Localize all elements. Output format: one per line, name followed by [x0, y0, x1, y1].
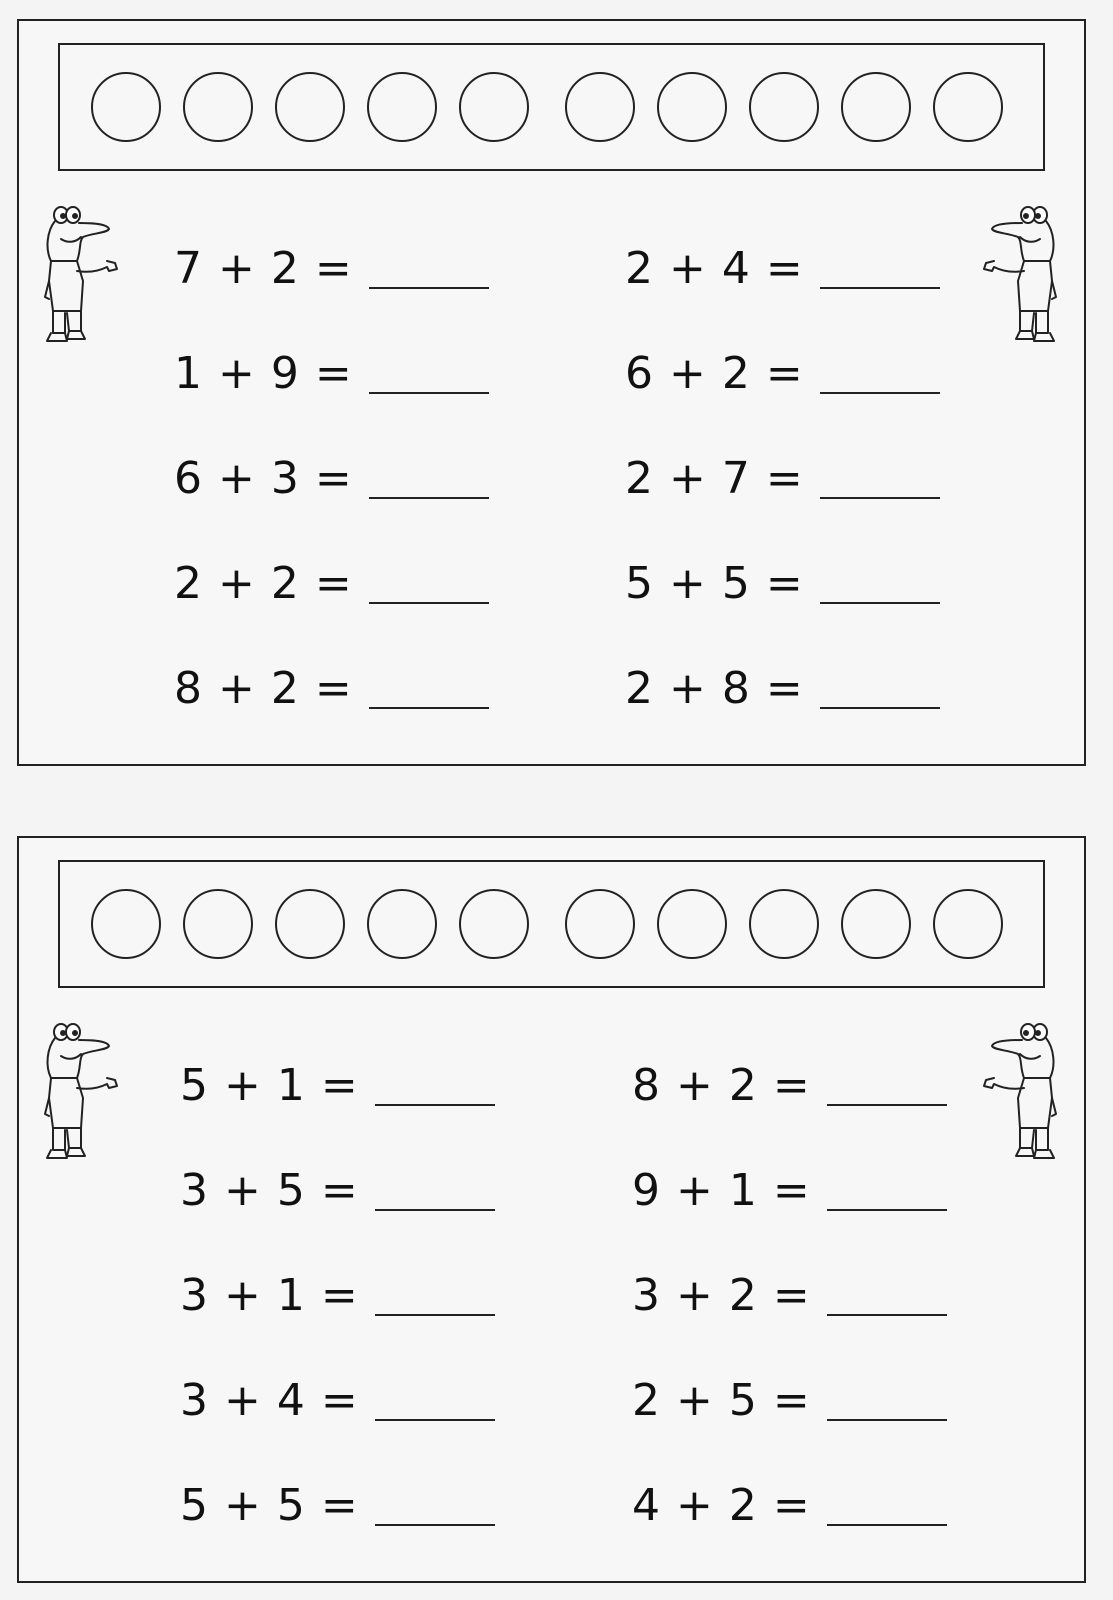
- counter-circle-icon: [657, 72, 727, 142]
- counter-circle-icon: [459, 72, 529, 142]
- addition-problem: [180, 1468, 495, 1531]
- problem-expression: 8 + 2 =: [632, 1060, 811, 1111]
- answer-blank[interactable]: [375, 1419, 495, 1421]
- answer-blank[interactable]: [827, 1314, 947, 1316]
- answer-blank[interactable]: [820, 707, 940, 709]
- mascot-left-icon: [37, 1018, 127, 1168]
- counter-circle-icon: [657, 889, 727, 959]
- counter-circle-icon: [91, 889, 161, 959]
- answer-blank[interactable]: [369, 707, 489, 709]
- addition-problem: [180, 1258, 495, 1321]
- counter-circle-icon: [933, 72, 1003, 142]
- addition-problem: [632, 1258, 947, 1321]
- addition-problem: [174, 546, 489, 609]
- answer-blank[interactable]: [369, 602, 489, 604]
- addition-problem: [625, 651, 940, 714]
- addition-problem: [625, 231, 940, 294]
- addition-problem: [625, 441, 940, 504]
- worksheet-card-1: [17, 19, 1086, 766]
- counting-frame: [58, 860, 1045, 988]
- answer-blank[interactable]: [827, 1419, 947, 1421]
- problem-expression: 4 + 2 =: [632, 1480, 811, 1531]
- problem-expression: 5 + 5 =: [180, 1480, 359, 1531]
- addition-problem: [180, 1048, 495, 1111]
- addition-problem: [180, 1363, 495, 1426]
- problem-expression: 3 + 4 =: [180, 1375, 359, 1426]
- problem-expression: 3 + 5 =: [180, 1165, 359, 1216]
- problem-expression: 7 + 2 =: [174, 243, 353, 294]
- answer-blank[interactable]: [827, 1209, 947, 1211]
- answer-blank[interactable]: [820, 392, 940, 394]
- counter-circle-icon: [565, 889, 635, 959]
- mascot-right-icon: [974, 1018, 1064, 1168]
- answer-blank[interactable]: [375, 1524, 495, 1526]
- addition-problem: [632, 1153, 947, 1216]
- worksheet-card-2: [17, 836, 1086, 1583]
- problem-expression: 9 + 1 =: [632, 1165, 811, 1216]
- counter-circle-icon: [275, 889, 345, 959]
- problem-expression: 2 + 4 =: [625, 243, 804, 294]
- answer-blank[interactable]: [369, 392, 489, 394]
- problem-expression: 8 + 2 =: [174, 663, 353, 714]
- answer-blank[interactable]: [820, 497, 940, 499]
- addition-problem: [632, 1048, 947, 1111]
- problem-expression: 2 + 5 =: [632, 1375, 811, 1426]
- addition-problem: [180, 1153, 495, 1216]
- counter-circle-icon: [367, 889, 437, 959]
- answer-blank[interactable]: [369, 497, 489, 499]
- mascot-right-icon: [974, 201, 1064, 351]
- problem-expression: 2 + 7 =: [625, 453, 804, 504]
- addition-problem: [632, 1363, 947, 1426]
- counter-circle-icon: [841, 72, 911, 142]
- counter-circle-icon: [91, 72, 161, 142]
- answer-blank[interactable]: [375, 1209, 495, 1211]
- addition-problem: [632, 1468, 947, 1531]
- counting-frame: [58, 43, 1045, 171]
- problem-expression: 3 + 1 =: [180, 1270, 359, 1321]
- addition-problem: [174, 231, 489, 294]
- counter-circle-icon: [841, 889, 911, 959]
- counter-circle-icon: [749, 72, 819, 142]
- counter-circle-icon: [275, 72, 345, 142]
- problem-expression: 5 + 1 =: [180, 1060, 359, 1111]
- problem-expression: 5 + 5 =: [625, 558, 804, 609]
- answer-blank[interactable]: [820, 287, 940, 289]
- answer-blank[interactable]: [827, 1104, 947, 1106]
- answer-blank[interactable]: [369, 287, 489, 289]
- mascot-left-icon: [37, 201, 127, 351]
- counter-circle-icon: [459, 889, 529, 959]
- counter-circle-icon: [933, 889, 1003, 959]
- addition-problem: [625, 546, 940, 609]
- answer-blank[interactable]: [375, 1314, 495, 1316]
- counter-circle-icon: [183, 889, 253, 959]
- addition-problem: [174, 336, 489, 399]
- problem-expression: 1 + 9 =: [174, 348, 353, 399]
- answer-blank[interactable]: [820, 602, 940, 604]
- counter-circle-icon: [749, 889, 819, 959]
- answer-blank[interactable]: [375, 1104, 495, 1106]
- problem-expression: 2 + 2 =: [174, 558, 353, 609]
- problem-expression: 3 + 2 =: [632, 1270, 811, 1321]
- problem-expression: 6 + 2 =: [625, 348, 804, 399]
- addition-problem: [174, 651, 489, 714]
- counter-circle-icon: [183, 72, 253, 142]
- addition-problem: [625, 336, 940, 399]
- addition-problem: [174, 441, 489, 504]
- counter-circle-icon: [565, 72, 635, 142]
- problem-expression: 2 + 8 =: [625, 663, 804, 714]
- problem-expression: 6 + 3 =: [174, 453, 353, 504]
- answer-blank[interactable]: [827, 1524, 947, 1526]
- counter-circle-icon: [367, 72, 437, 142]
